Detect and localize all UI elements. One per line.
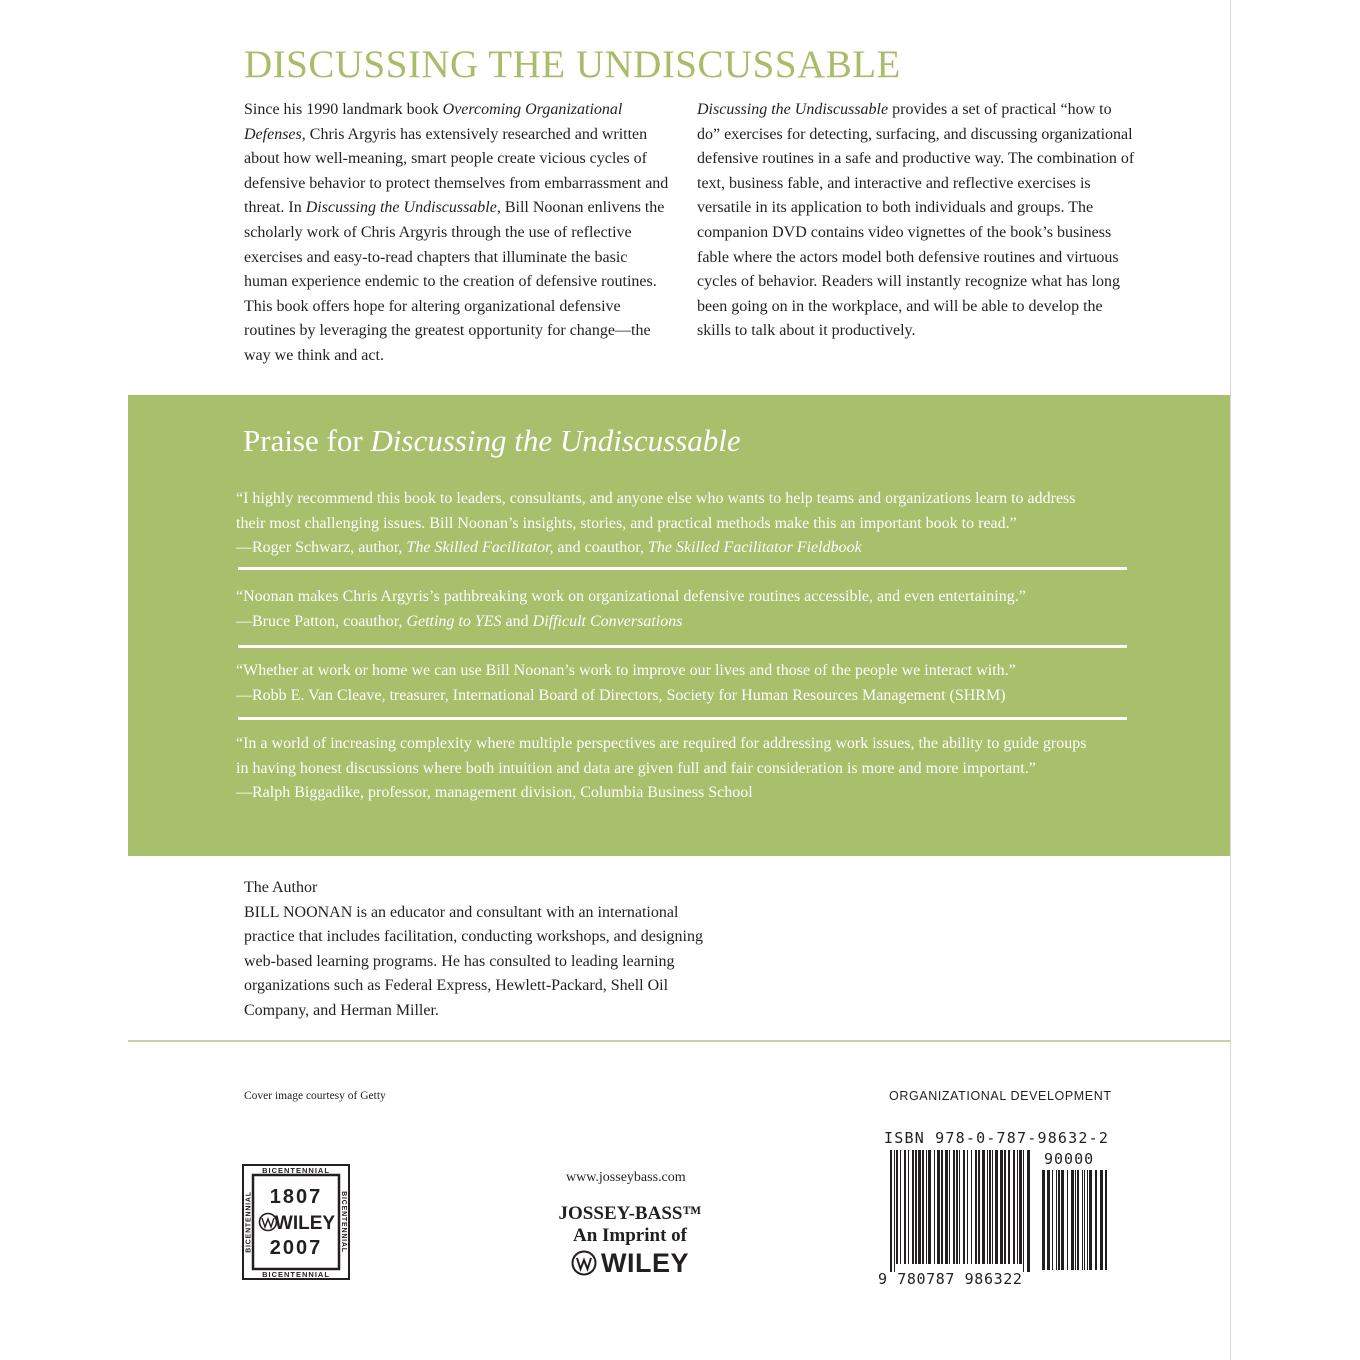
quote-4-attribution: —Ralph Biggadike, professor, management division, Columbia Business School — [236, 784, 753, 801]
barcode-bar — [1058, 1170, 1060, 1270]
barcode-bar — [975, 1150, 977, 1264]
barcode-bar — [934, 1150, 935, 1264]
barcode-bar — [928, 1150, 931, 1264]
author-heading: The Author — [244, 879, 318, 896]
barcode-bar — [956, 1150, 958, 1264]
barcode-bar — [894, 1150, 895, 1272]
wiley-logo-icon — [571, 1250, 597, 1276]
imprint-name: JOSSEY-BASS™ — [558, 1203, 702, 1224]
barcode-bar — [937, 1150, 940, 1264]
barcode-bar — [1047, 1170, 1050, 1270]
barcode-bar — [1061, 1170, 1064, 1270]
page-title: DISCUSSING THE UNDISCUSSABLE — [244, 43, 901, 86]
quote-3-attribution: —Robb E. Van Cleave, treasurer, International Board of Directors, Society for Human Resources Management (SHRM) — [236, 686, 1006, 704]
barcode-bar — [1082, 1170, 1083, 1270]
wiley-bicentennial-seal — [242, 1164, 350, 1280]
barcode-bar — [1105, 1170, 1107, 1270]
seal-year-start: 1807 — [269, 1186, 323, 1208]
cover-edge — [1230, 0, 1231, 1360]
barcode-bar — [896, 1150, 898, 1264]
ean-digits: 9 780787 986322 — [878, 1270, 1023, 1288]
seal-top-text: BICENTENNIAL — [262, 1166, 330, 1175]
quote-2-attribution: —Bruce Patton, coauthor, Getting to YES and Difficult Conversations — [236, 612, 683, 630]
barcode-bar — [1042, 1170, 1045, 1270]
description-right — [697, 98, 1137, 344]
seal-left-text: BICENTENNIAL — [245, 1191, 253, 1253]
barcode-bar — [922, 1150, 924, 1264]
barcode-bar — [900, 1150, 901, 1264]
barcode-bar — [1056, 1170, 1057, 1270]
barcode-bar — [1071, 1170, 1074, 1270]
barcode-bar — [953, 1150, 955, 1264]
barcode-bar — [982, 1150, 985, 1264]
quote-1-attribution: —Roger Schwarz, author, The Skilled Facilitator, and coauthor, The Skilled Facilitator Fieldbook — [236, 539, 862, 556]
author-section — [244, 876, 724, 1024]
barcode-bar — [1077, 1170, 1079, 1270]
barcode-bar — [1075, 1170, 1076, 1270]
barcode-bar — [1023, 1150, 1024, 1272]
isbn-label: ISBN 978-0-787-98632-2 — [884, 1129, 1110, 1147]
barcode-bar — [926, 1150, 927, 1264]
barcode-bar — [1052, 1170, 1053, 1270]
divider — [238, 717, 1127, 720]
barcode-bar — [1087, 1170, 1088, 1270]
barcode-bar — [1019, 1150, 1022, 1264]
seal-bottom-text: BICENTENNIAL — [262, 1270, 330, 1279]
seal-year-end: 2007 — [269, 1237, 323, 1259]
footer-divider — [128, 1040, 1230, 1042]
imprint-of-label: An Imprint of — [572, 1225, 687, 1246]
description-left-text: Since his 1990 landmark book Overcoming Organizational Defenses, Chris Argyris has extensively researched and written about how well-meaning, smart people create vicious cycles of defensive behavior to protect themselves from embarrassment and threat. In Discussing the Undiscussable, Bill Noonan enlivens the scholarly work of Chris Argyris through the use of reflective exercises and easy-to-read chapters that illuminate the basic human experience endemic to the creation of defensive routines. This book offers hope for altering organizational defensive routines by leveraging the greatest opportunity for change—the way we think and act. — [244, 101, 669, 364]
barcode-bar — [989, 1150, 991, 1264]
barcode-bar — [1095, 1170, 1097, 1270]
barcode-bar — [912, 1150, 914, 1264]
divider — [238, 567, 1127, 570]
divider — [238, 645, 1127, 648]
barcode-bar — [949, 1150, 950, 1264]
seal-brand: WILEY — [274, 1213, 336, 1234]
barcode-bar — [918, 1150, 921, 1264]
barcode-bar — [995, 1150, 998, 1264]
praise-heading: Praise for Discussing the Undiscussable — [243, 423, 741, 458]
isbn-barcode — [878, 1146, 1108, 1288]
price-addon-bars — [1042, 1170, 1107, 1270]
barcode-bar — [890, 1150, 892, 1272]
barcode-bar — [1008, 1150, 1010, 1264]
quote-4: “In a world of increasing complexity where multiple perspectives are required for addressing work issues, the ability to guide groups in having honest discussions where both intuition and data are given full and fair consideration is more and more important.” —Ralph Biggadike, professor, management division, Columbia Business School — [236, 732, 1136, 806]
barcode-bar — [915, 1150, 917, 1264]
category-label: ORGANIZATIONAL DEVELOPMENT — [889, 1089, 1112, 1103]
barcode-bar — [908, 1150, 909, 1264]
barcode-bar — [992, 1150, 993, 1264]
cover-credit: Cover image courtesy of Getty — [244, 1090, 386, 1102]
price-code: 90000 — [1044, 1150, 1095, 1168]
barcode-bar — [945, 1150, 948, 1264]
barcode-bar — [963, 1150, 965, 1264]
wiley-logo — [540, 1250, 720, 1276]
publisher-imprint — [540, 1203, 720, 1276]
barcode-bar — [971, 1150, 972, 1264]
barcode-bar — [941, 1150, 943, 1264]
publisher-url: www.josseybass.com — [566, 1170, 686, 1185]
barcode-bar — [1004, 1150, 1006, 1264]
barcode-bar — [959, 1150, 960, 1264]
barcode-bar — [1017, 1150, 1018, 1264]
author-bio: BILL NOONAN is an educator and consultant with an international practice that includes facilitation, conducting workshops, and designing web-based learning programs. He has consulted to leading learning organizations such as Federal Express, Hewlett-Packard, Shell Oil Company, and Herman Miller. — [244, 903, 703, 1019]
barcode-bar — [1067, 1170, 1068, 1270]
barcode-bar — [967, 1150, 968, 1264]
description-right-text: Discussing the Undiscussable provides a set of practical “how to do” exercises for detecting, surfacing, and discussing organizational defensive routines in a safe and productive way. The combination of text, business fable, and interactive and reflective exercises is versatile in its application to both individuals and groups. The companion DVD contains video vignettes of the book’s business fable where the actors model both defensive routines and virtuous cycles of behavior. Readers will instantly recognize what has long been going on in the workplace, and will be able to develop the skills to talk about it productively. — [697, 101, 1135, 340]
barcode-bar — [904, 1150, 906, 1264]
barcode-bar — [987, 1150, 988, 1264]
quote-2: “Noonan makes Chris Argyris’s pathbreaking work on organizational defensive routines accessible, and even entertaining.” —Bruce Patton, coauthor, Getting to YES and Difficult Conversations — [236, 585, 1136, 634]
quote-1: “I highly recommend this book to leaders, consultants, and anyone else who wants to help teams and organizations learn to address their most challenging issues. Bill Noonan’s insights, stories, and practical methods make this an important book to read.” —Roger Schwarz, author, The Skilled Facilitator, and coauthor, The Skilled Facilitator Fieldbook — [236, 487, 1136, 561]
ean-bars — [890, 1150, 1030, 1272]
description-left — [244, 98, 674, 369]
barcode-bar — [1100, 1170, 1103, 1270]
wiley-wordmark: WILEY — [601, 1248, 689, 1278]
seal-right-text: BICENTENNIAL — [340, 1191, 347, 1253]
praise-panel — [128, 395, 1230, 856]
barcode-bar — [1000, 1150, 1003, 1264]
barcode-bar — [978, 1150, 980, 1264]
barcode-bar — [1084, 1170, 1085, 1270]
barcode-bar — [1013, 1150, 1015, 1264]
barcode-bar — [1089, 1170, 1092, 1270]
barcode-bar — [1027, 1150, 1030, 1272]
quote-3: “Whether at work or home we can use Bill Noonan’s work to improve our lives and those of the people we interact with.” —Robb E. Van Cleave, treasurer, International Board of Directors, Society for Human Resources Management (SHRM) — [236, 659, 1136, 708]
